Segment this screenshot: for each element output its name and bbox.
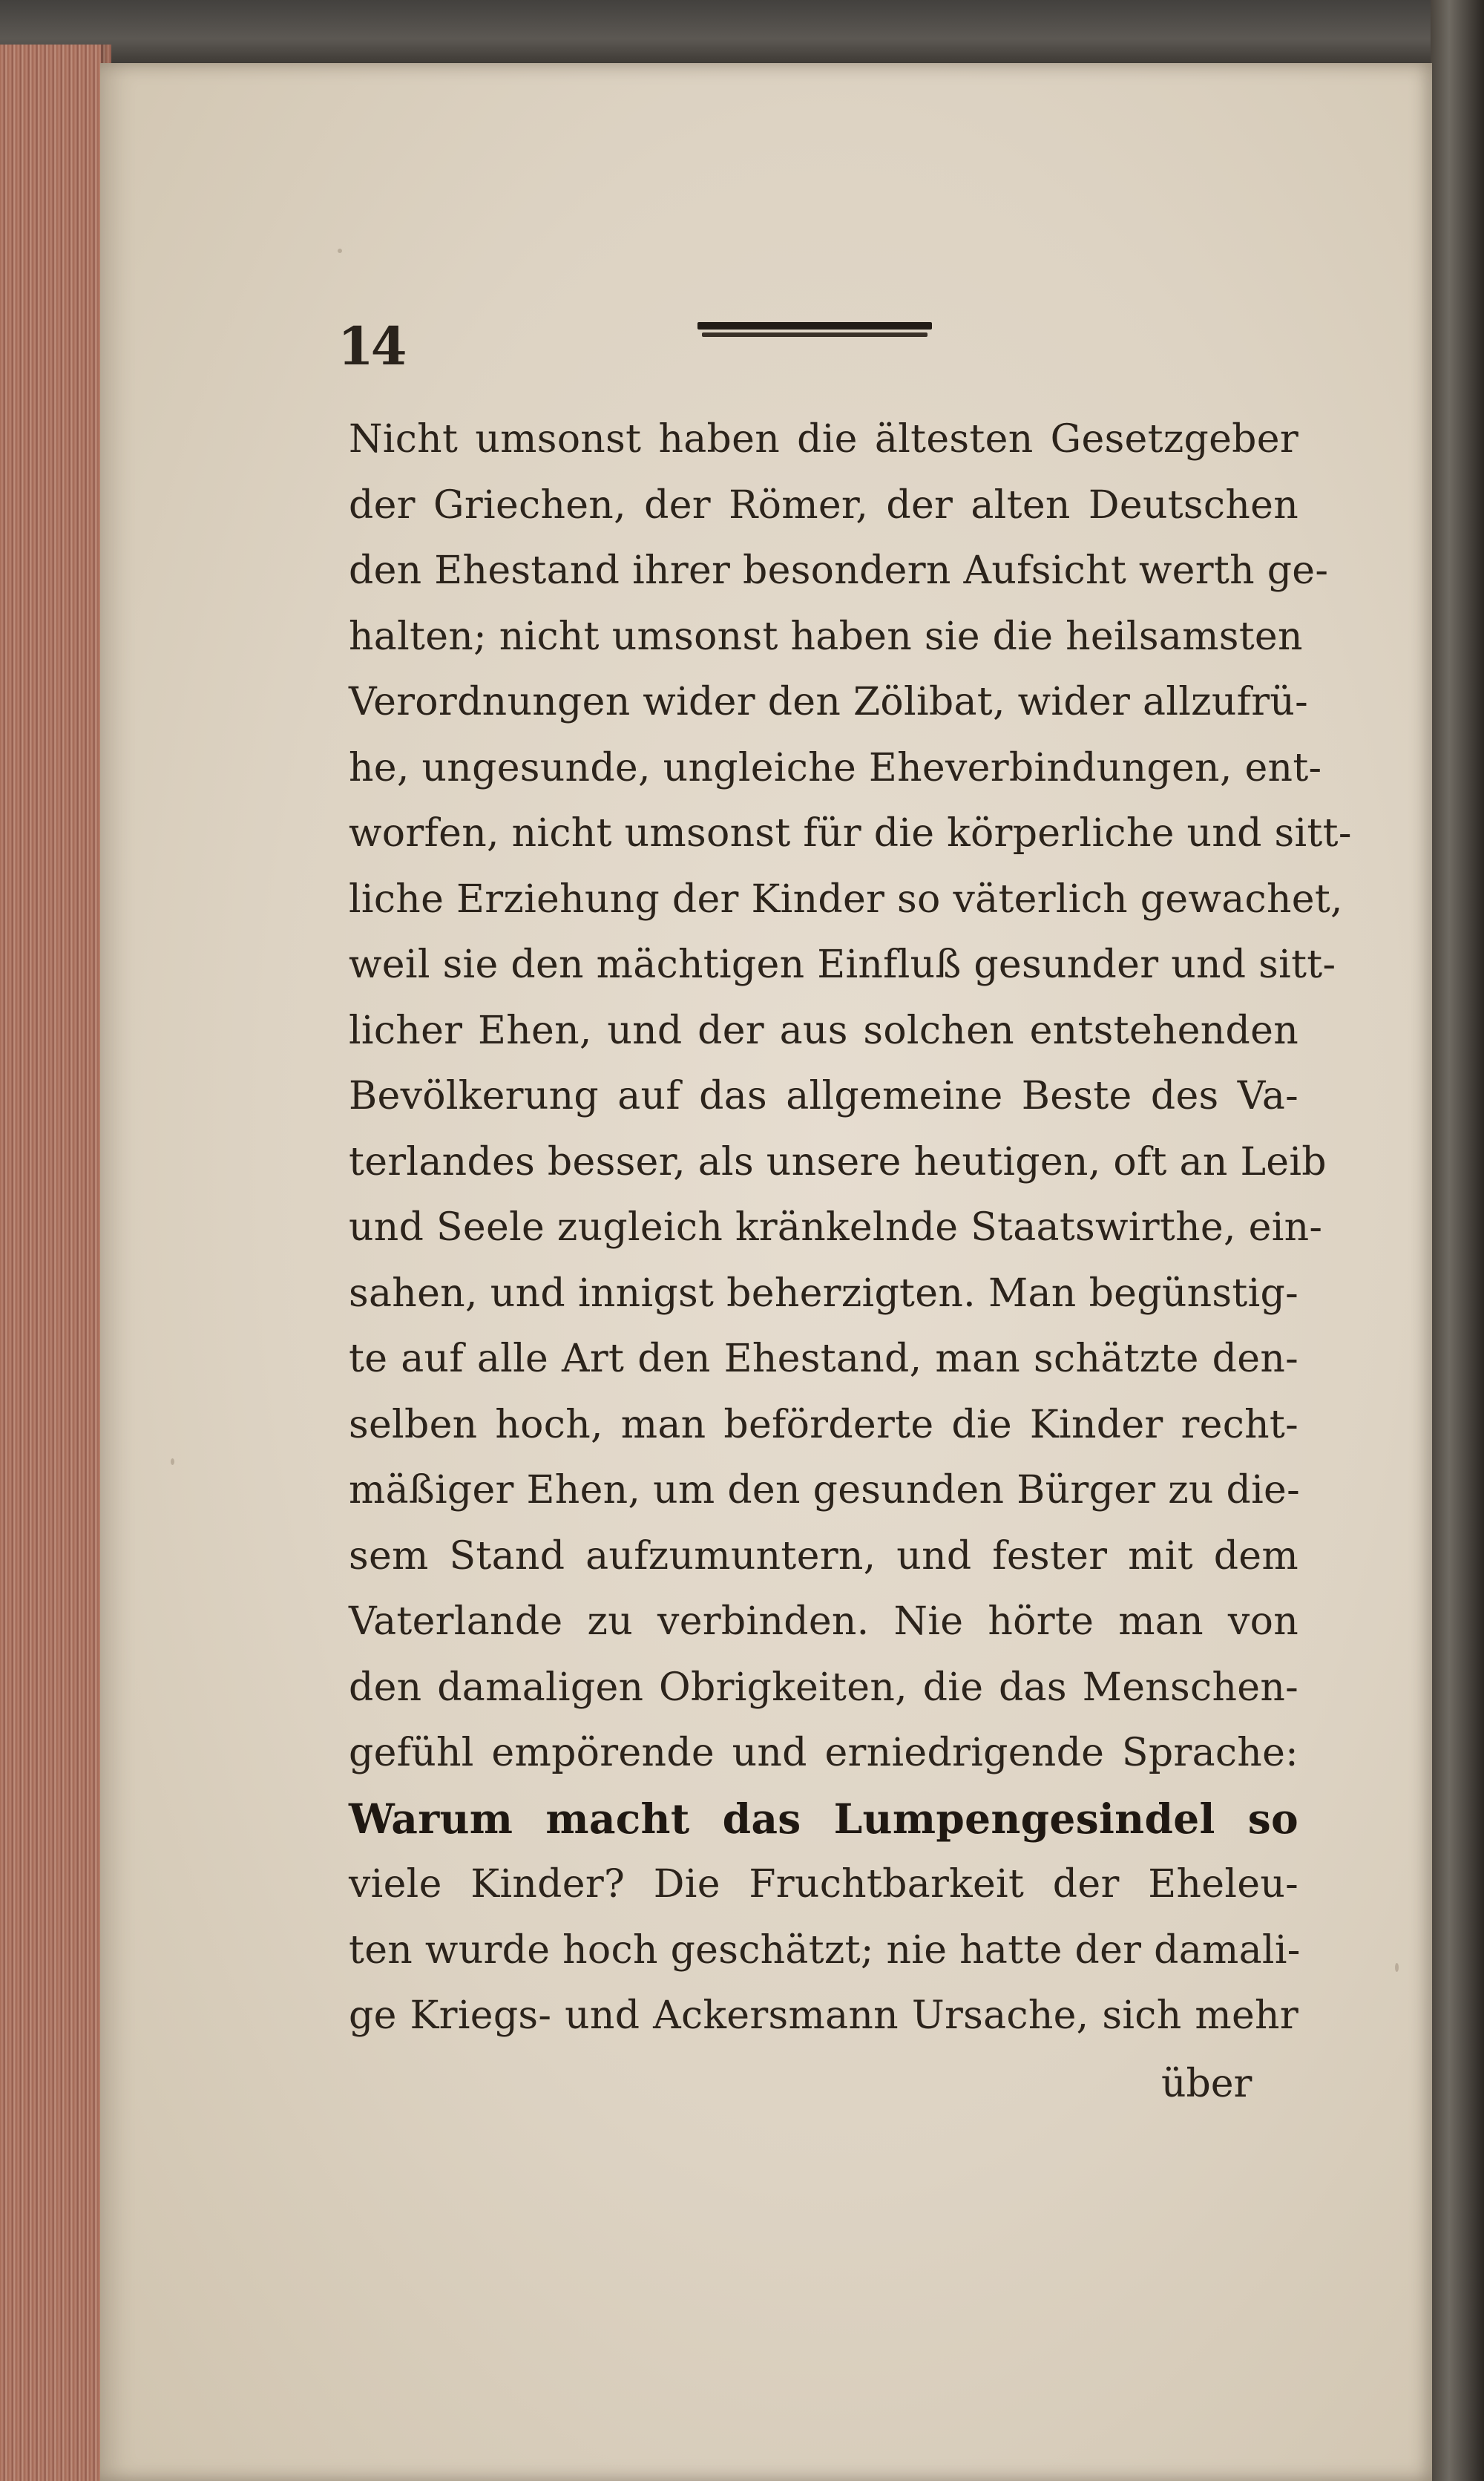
text-line: he, ungesunde, ungleiche Eheverbindungen, ent- [349, 745, 1322, 790]
text-line: Vaterlande zu verbinden. Nie hörte man von [349, 1599, 1298, 1644]
paper-speck [1395, 1963, 1399, 1972]
text-line: liche Erziehung der Kinder so väterlich gewachet, [349, 876, 1343, 922]
text-line: ten wurde hoch geschätzt; nie hatte der damali- [349, 1927, 1301, 1973]
text-line: te auf alle Art den Ehestand, man schätzte den- [349, 1337, 1298, 1381]
body-text [349, 407, 1352, 2049]
text-line: gefühl empörende und erniedrigende Sprache: [349, 1731, 1298, 1775]
right-book-edge [1431, 0, 1484, 2481]
rule-thin [702, 332, 928, 337]
text-line: terlandes besser, als unsere heutigen, oft an Leib [349, 1139, 1327, 1184]
page-stack-edge [0, 45, 111, 2481]
text-line: Verordnungen wider den Zölibat, wider allzufrü- [349, 680, 1309, 724]
text-line: den damaligen Obrigkeiten, die das Menschen- [349, 1665, 1298, 1710]
text-line: licher Ehen, und der aus solchen entstehenden [349, 1008, 1298, 1053]
rule-thick [697, 322, 932, 330]
text-line: Nicht umsonst haben die ältesten Gesetzgeber [349, 417, 1298, 462]
book-top-board [0, 0, 1484, 65]
text-line: viele Kinder? Die Fruchtbarkeit der Eheleu- [349, 1862, 1298, 1907]
catchword: über [1161, 2062, 1252, 2106]
text-line: selben hoch, man beförderte die Kinder recht- [349, 1402, 1298, 1447]
paper-speck [338, 249, 342, 253]
text-line: den Ehestand ihrer besondern Aufsicht werth ge- [349, 548, 1329, 593]
text-line-emphasis: Warum macht das Lumpengesindel so [349, 1794, 1298, 1843]
text-line: der Griechen, der Römer, der alten Deutschen [349, 482, 1298, 528]
page-number: 14 [338, 315, 404, 377]
text-line: weil sie den mächtigen Einfluß gesunder und sitt- [349, 943, 1336, 987]
header-rule-ornament [697, 322, 932, 338]
text-line: worfen, nicht umsonst für die körperliche und sitt- [349, 811, 1352, 856]
paper-speck [171, 1458, 174, 1465]
text-line: mäßiger Ehen, um den gesunden Bürger zu die- [349, 1468, 1300, 1512]
text-line: ge Kriegs- und Ackersmann Ursache, sich mehr [349, 1993, 1298, 2038]
text-line: und Seele zugleich kränkelnde Staatswirthe, ein- [349, 1205, 1323, 1250]
text-line: sahen, und innigst beherzigten. Man begünstig- [349, 1271, 1298, 1316]
text-line: halten; nicht umsonst haben sie die heilsamsten [349, 614, 1303, 659]
text-line: Bevölkerung auf das allgemeine Beste des Va- [349, 1074, 1298, 1118]
text-line: sem Stand aufzumuntern, und fester mit dem [349, 1533, 1298, 1579]
